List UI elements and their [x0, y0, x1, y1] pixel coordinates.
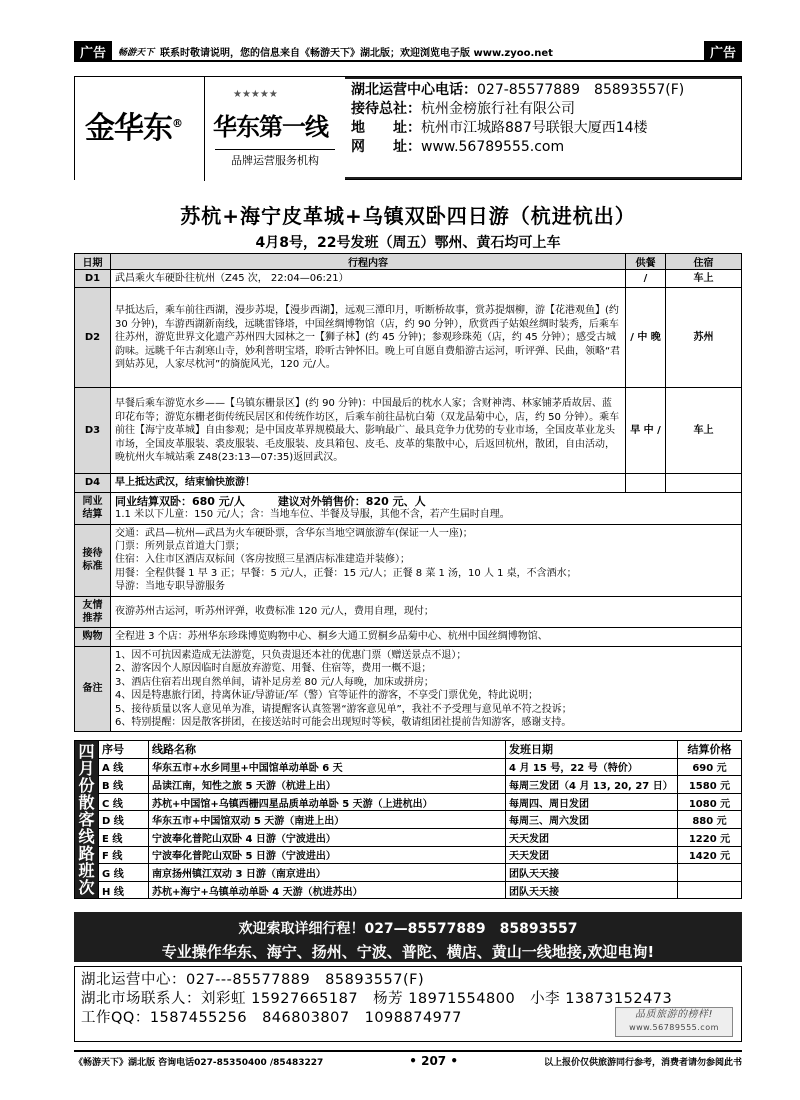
stars-icon: ★★★★★	[233, 89, 278, 100]
stay-cell	[666, 474, 742, 492]
hq-label: 接待总社：	[351, 101, 421, 117]
stamp-url: www.56789555.com	[629, 1023, 719, 1032]
table-row	[75, 881, 742, 899]
note-item: 4、因是特惠旅行团，持离休证/导游证/军（警）官等证件的游客，不享受门票优免，特此说明；	[115, 690, 539, 702]
stay-cell: 苏州	[666, 288, 742, 388]
route-date: 团队天天接	[506, 864, 678, 882]
content-cell: 早餐后乘车游览水乡——【乌镇东栅景区】(约 90 分钟)：中国最后的枕水人家；含财神湾、林家铺茅盾故居、蓝印花布等；游览东栅老街传统民居区和传统作坊区，后乘车前往品杭白菊（双龙品菊中心，店，约 50 分钟）。乘车前往【海宁皮革城】自由参观；是中国皮革界规模最大、影响最广、最具竞争力优势的专业市场，全国皮革业龙头市场，全国皮革服装、裘皮服装、毛皮服装、皮具箱包、皮毛、皮革的集散中心，后返回杭州，散团，自由活动，晚杭州火车城站乘 Z48(23:13—07:35)返回武汉。	[111, 388, 626, 474]
line-brand-text: 华东第一线	[213, 113, 328, 141]
meals-cell: / 中 晚	[626, 288, 666, 388]
route-date: 天天发团	[506, 846, 678, 864]
route-price: 1420 元	[678, 846, 742, 864]
col-day: 日期	[75, 254, 111, 270]
meals-cell	[626, 474, 666, 492]
route-price	[678, 881, 742, 899]
route-price: 690 元	[678, 758, 742, 776]
price-peer: 同业结算双卧：680 元/人	[115, 494, 245, 508]
schedule-header-row	[75, 741, 742, 759]
registered-mark: ®	[172, 117, 182, 130]
table-row	[75, 270, 742, 288]
note-item: 6、特别提醒：因是散客拼团，在接送站时可能会出现短时等候，敬请组团社提前告知游客，感谢支持。	[115, 716, 572, 728]
content-cell: 武昌乘火车硬卧往杭州（Z45 次， 22:04—06:21）	[111, 270, 626, 288]
route-no: A 线	[99, 758, 149, 776]
table-row	[75, 758, 742, 776]
table-row	[75, 793, 742, 811]
note-item: 2、游客因个人原因临时自愿放弃游览、用餐、住宿等，费用一概不退；	[115, 663, 432, 675]
ad-tag-left: 广告	[74, 41, 112, 61]
col-route: 线路名称	[149, 741, 506, 759]
quality-stamp	[615, 1007, 733, 1037]
itinerary-header-row	[75, 254, 742, 270]
route-price: 1080 元	[678, 793, 742, 811]
footer-line-2: 湖北市场联系人：刘彩虹 15927665187 杨芳 18971554800 小李 13873152473	[81, 991, 673, 1007]
recommend-text: 夜游苏州古运河，听苏州评弹，收费标准 120 元/人，费用自理，现付；	[111, 596, 742, 628]
col-date: 发班日期	[506, 741, 678, 759]
service-row	[75, 524, 742, 596]
notes-row	[75, 646, 742, 731]
service-cell	[111, 524, 742, 596]
tour-title: 苏杭+海宁皮革城+乌镇双卧四日游（杭进杭出）	[180, 204, 636, 228]
top-ad-strip	[74, 42, 742, 62]
note-item: 1、因不可抗因素造成无法游览，只负责退还本社的优惠门票（赠送景点不退）；	[115, 649, 467, 661]
day-cell: D3	[75, 388, 111, 474]
note-item: 5、接待质量以客人意见单为准，请提醒客认真签署“游客意见单”，我社不予受理与意见单不符之投诉；	[115, 703, 572, 715]
line-brand-sub: 品牌运营服务机构	[215, 149, 335, 168]
service-item: 住宿：入住市区酒店双标间（客房按照三星酒店标准建造并装修）；	[115, 554, 410, 566]
route-price: 880 元	[678, 811, 742, 829]
service-item: 门票：所列景点首道大门票；	[115, 541, 245, 553]
bottom-strip	[74, 1050, 742, 1070]
route-name: 苏杭+海宁+乌镇单动单卧 4 天游（杭进苏出）	[149, 881, 506, 899]
route-date: 天天发团	[506, 828, 678, 846]
route-name: 华东五市+中国馆双动 5 天游（南进上出）	[149, 811, 506, 829]
table-row	[75, 288, 742, 388]
service-item: 用餐：全程供餐 1 早 3 正；早餐：5 元/人，正餐：15 元/人；正餐 8 菜 1 汤，10 人 1 桌，不含酒水；	[115, 567, 577, 579]
day-cell: D2	[75, 288, 111, 388]
stay-cell: 车上	[666, 388, 742, 474]
page-number: • 207 •	[409, 1054, 458, 1068]
route-name: 宁波奉化普陀山双卧 4 日游（宁波进出）	[149, 828, 506, 846]
price-row	[75, 492, 742, 524]
address-value: 杭州市江城路887号联银大厦西14楼	[421, 120, 648, 136]
ad-tag-right: 广告	[704, 41, 742, 61]
col-meals: 供餐	[626, 254, 666, 270]
contact-block	[345, 79, 741, 177]
price-label: 同业结算	[75, 492, 111, 524]
content-cell: 早上抵达武汉，结束愉快旅游！	[111, 474, 626, 492]
schedule-table	[74, 740, 742, 899]
recommend-label: 友情推荐	[75, 596, 111, 628]
bottom-right: 以上报价仅供旅游同行参考，消费者请勿参阅此书	[543, 1057, 742, 1068]
footer-line-3: 工作QQ：1587455256 846803807 1098874977	[81, 1010, 462, 1026]
route-name: 苏杭+中国馆+乌镇西栅四星品质单动单卧 5 天游（上进杭出）	[149, 793, 506, 811]
meals-cell: 早 中 /	[626, 388, 666, 474]
stamp-slogan: 品质旅游的榜样!	[634, 1009, 713, 1020]
banner-line-2: 专业操作华东、海宁、扬州、宁波、普陀、横店、黄山一线地接,欢迎电询!	[161, 943, 655, 961]
website-label: 网 址：	[351, 139, 421, 155]
publication-logo: 畅游天下	[118, 47, 155, 58]
recommend-row	[75, 596, 742, 628]
table-row	[75, 388, 742, 474]
route-date: 4 月 15 号，22 号（特价）	[506, 758, 678, 776]
col-price: 结算价格	[678, 741, 742, 759]
route-name: 品读江南，知性之旅 5 天游（杭进上出）	[149, 776, 506, 794]
route-name: 华东五市+水乡同里+中国馆单动单卧 6 天	[149, 758, 506, 776]
route-price: 1220 元	[678, 828, 742, 846]
table-row	[75, 864, 742, 882]
table-row	[75, 846, 742, 864]
route-date: 团队天天接	[506, 881, 678, 899]
phone-value: 027-85577889 85893557(F)	[477, 82, 685, 98]
itinerary-table	[74, 253, 742, 732]
route-date: 每周三、周六发团	[506, 811, 678, 829]
service-item: 导游：当地专职导游服务	[115, 581, 225, 593]
footer-contacts	[74, 966, 742, 1042]
website-value: www.56789555.com	[421, 139, 565, 155]
table-row	[75, 811, 742, 829]
bottom-left: 《畅游天下》湖北版 咨询电话027-85350400 /85483227	[74, 1057, 324, 1068]
table-row	[75, 474, 742, 492]
shopping-row	[75, 628, 742, 646]
hq-value: 杭州金榜旅行社有限公司	[421, 101, 575, 117]
meals-cell: /	[626, 270, 666, 288]
price-cell	[111, 492, 742, 524]
col-content: 行程内容	[111, 254, 626, 270]
price-retail: 建议对外销售价：820 元、人	[277, 494, 426, 508]
banner-line-1: 欢迎索取详细行程！027—85577889 85893557	[238, 921, 578, 937]
notes-label: 备注	[75, 646, 111, 731]
route-no: D 线	[99, 811, 149, 829]
route-no: H 线	[99, 881, 149, 899]
contact-banner	[74, 912, 742, 962]
day-cell: D4	[75, 474, 111, 492]
shopping-label: 购物	[75, 628, 111, 646]
brand-logo-text: 金华东	[85, 111, 172, 146]
route-price: 1580 元	[678, 776, 742, 794]
route-no: B 线	[99, 776, 149, 794]
col-stay: 住宿	[666, 254, 742, 270]
route-no: C 线	[99, 793, 149, 811]
service-label: 接待标准	[75, 524, 111, 596]
day-cell: D1	[75, 270, 111, 288]
route-no: E 线	[99, 828, 149, 846]
content-cell: 早抵达后，乘车前往西湖，漫步苏堤，【漫步西湖】，远观三潭印月，听断桥故事，赏苏提烟柳，游【花港观鱼】(约 30 分钟)，车游西湖新南线，远眺雷锋塔，中国丝绸博物馆（店，约 90 分钟），欣赏西子姑娘丝绸时装秀，后乘车往苏州，游览世界文化遗产苏州四大园林之一【狮子林】(约 45 分钟)；参观珍珠苑（店，约 45 分钟）；感受古城韵味。远眺千年古刹寒山寺，妙利普明宝塔，聆听古钟怀旧。晚上可自愿自费船游古运河，听评弹、民曲，领略“君到姑苏见，人家尽枕河”的旖旎风光，120 元/人。	[111, 288, 626, 388]
service-item: 交通：武昌—杭州—武昌为火车硬卧票，含华东当地空调旅游车(保证一人一座)；	[115, 527, 473, 539]
shopping-text: 全程进 3 个店：苏州华东珍珠博览购物中心、桐乡大通工贸桐乡品菊中心、杭州中国丝绸博物馆、	[111, 628, 742, 646]
footer-line-1: 湖北运营中心：027---85577889 85893557(F)	[81, 972, 425, 988]
huadong-line-logo	[205, 77, 345, 181]
route-date: 每周四、周日发团	[506, 793, 678, 811]
tour-subtitle: 4月8号，22号发班（周五）鄂州、黄石均可上车	[255, 235, 561, 251]
route-name: 南京扬州镇江双动 3 日游（南京进出）	[149, 864, 506, 882]
route-name: 宁波奉化普陀山双卧 5 日游（宁波进出）	[149, 846, 506, 864]
col-no: 序号	[99, 741, 149, 759]
address-label: 地 址：	[351, 120, 421, 136]
note-item: 3、酒店住宿若出现自然单间，请补足房差 80 元/人每晚，加床或拼房；	[115, 676, 434, 688]
route-date: 每周三发团（4 月 13, 20, 27 日）	[506, 776, 678, 794]
notes-cell	[111, 646, 742, 731]
schedule-side-label: 四月份散客线路班次	[75, 741, 99, 899]
top-message: 联系时敬请说明，您的信息来自《畅游天下》湖北版；欢迎浏览电子版 www.zyoo.net	[160, 47, 553, 59]
table-row	[75, 776, 742, 794]
route-no: F 线	[99, 846, 149, 864]
route-price	[678, 864, 742, 882]
phone-label: 湖北运营中心电话：	[351, 82, 477, 98]
price-child: 1.1 米以下儿童：150 元/人；含：当地车位、半餐及导服，其他不含，若产生届时自理。	[115, 509, 510, 521]
jinhuadong-logo	[75, 77, 205, 181]
route-no: G 线	[99, 864, 149, 882]
header-card	[74, 76, 742, 180]
stay-cell: 车上	[666, 270, 742, 288]
table-row	[75, 828, 742, 846]
